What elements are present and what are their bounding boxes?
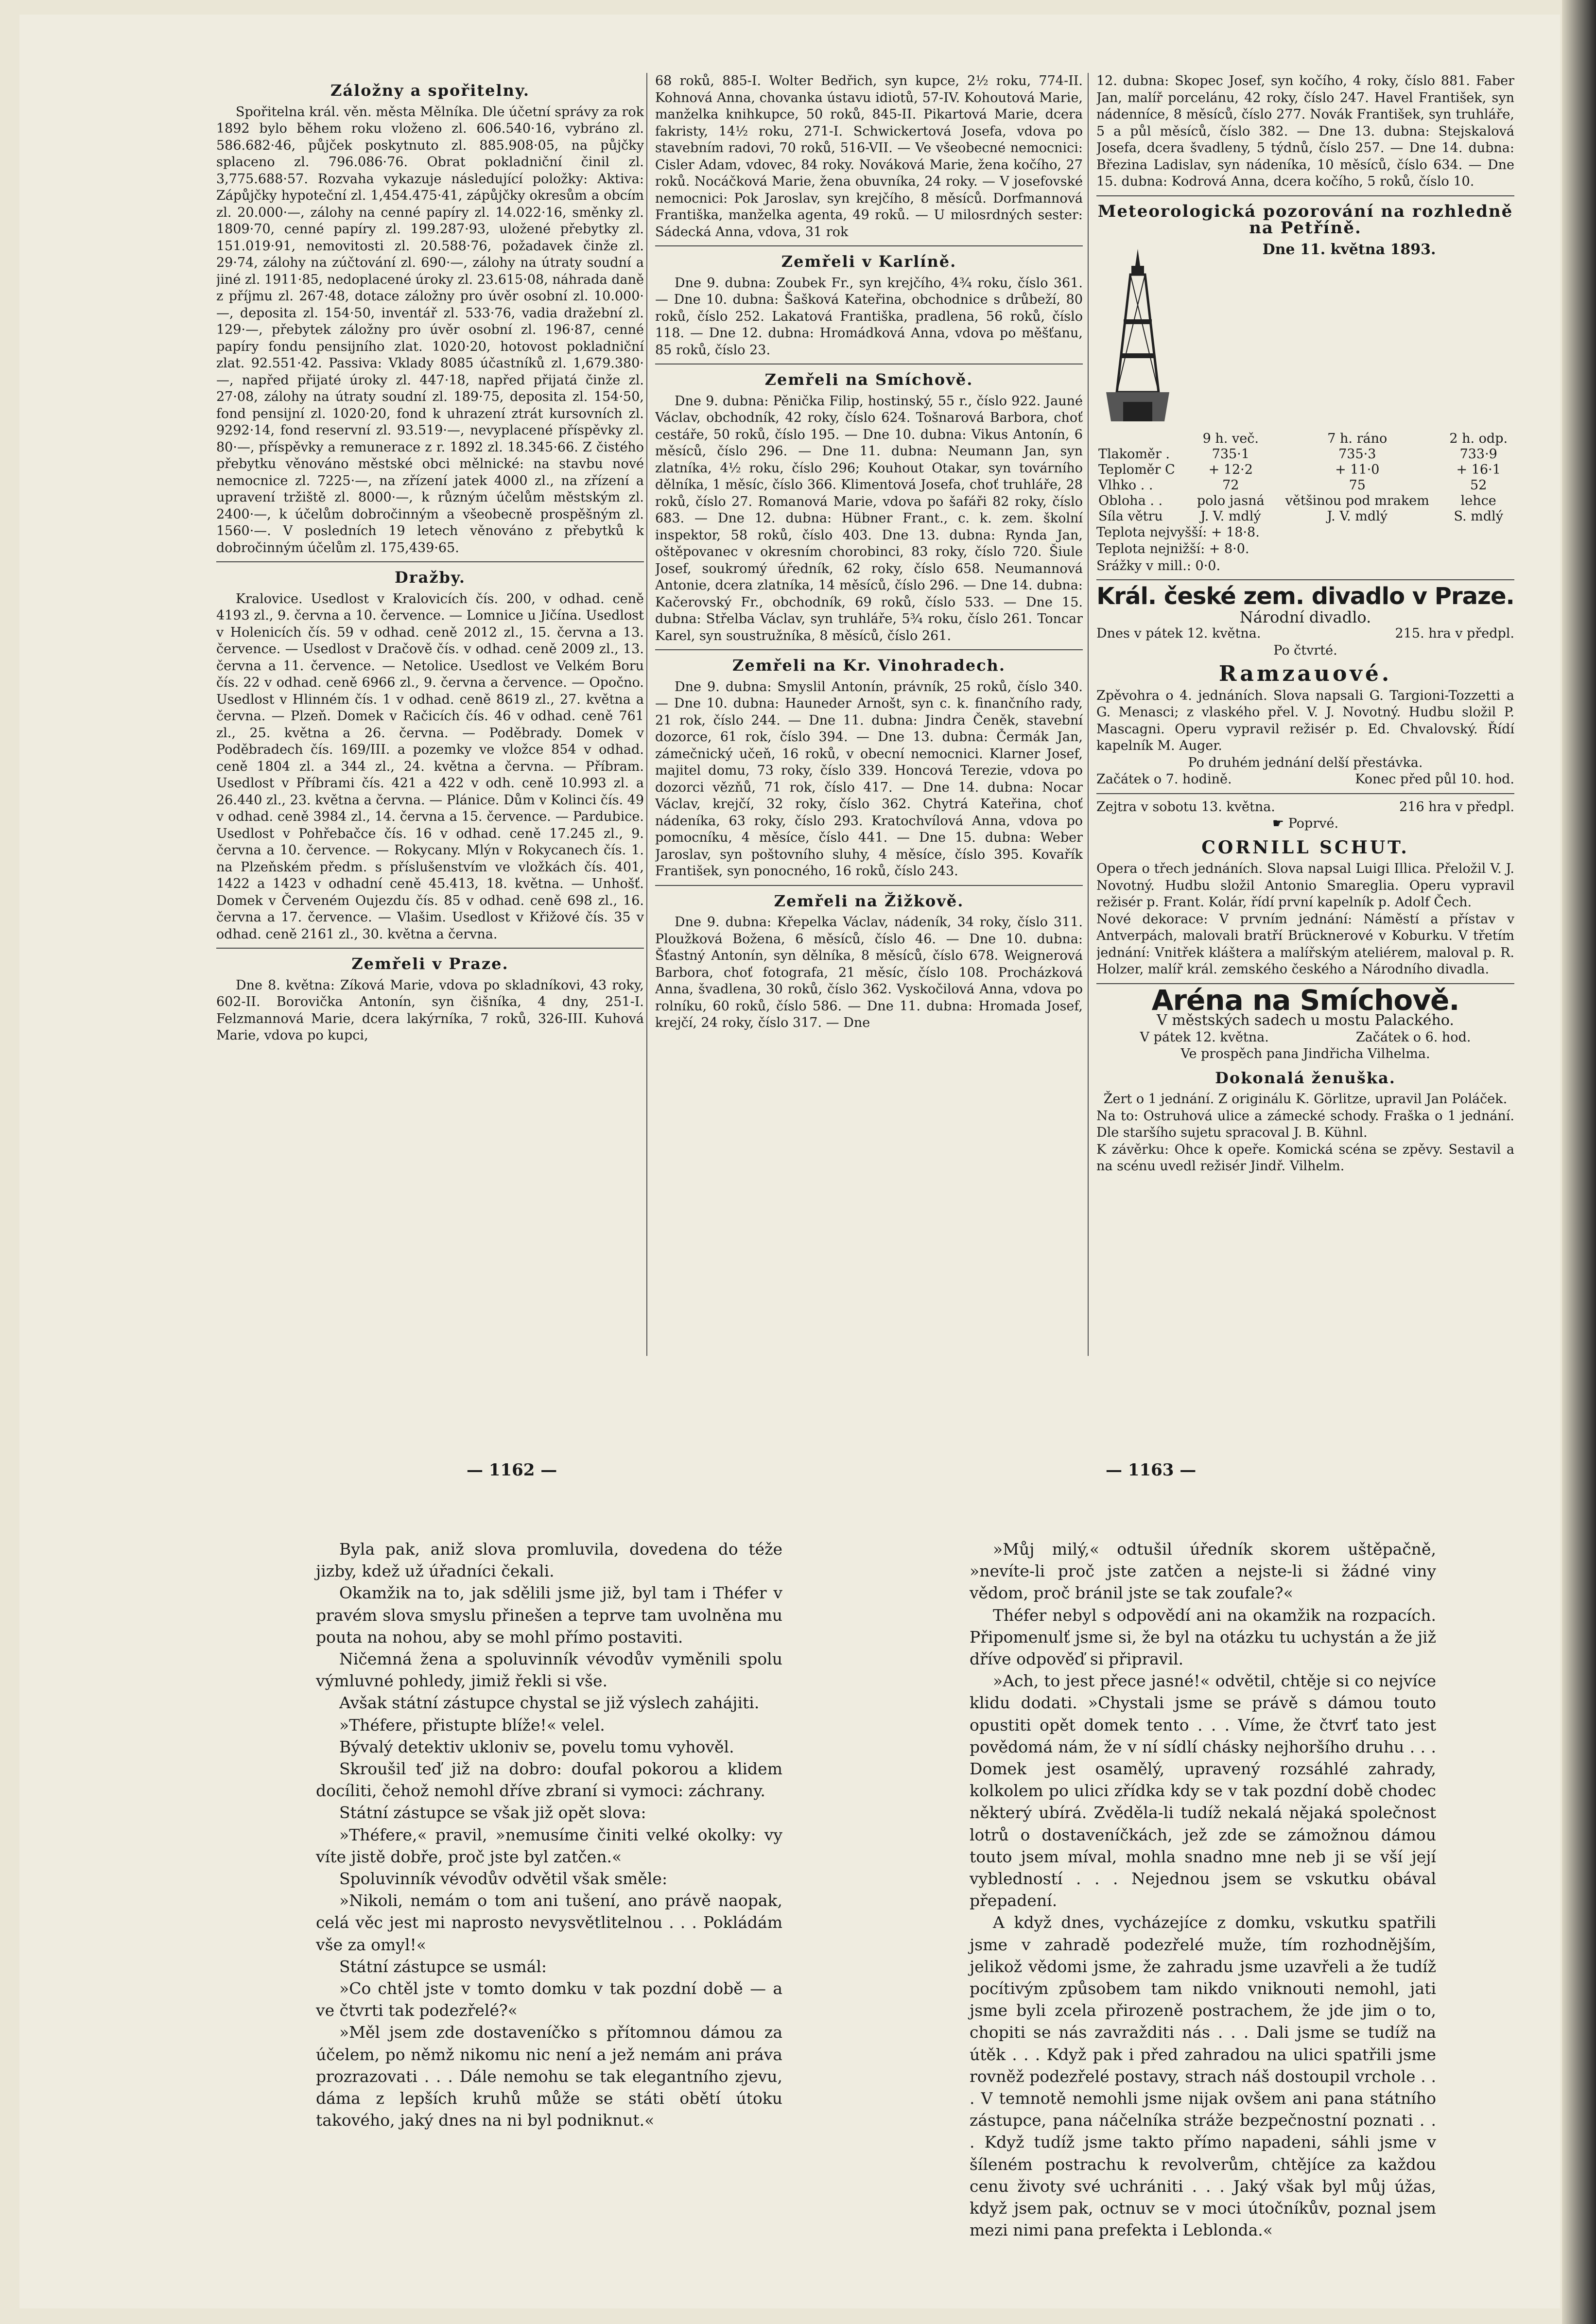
died-zizkov-text: Dne 9. dubna: Křepelka Václav, nádeník, 34 roky, číslo 311. Ploužková Božena, 6 měsíců, číslo 46. — Dne 10. dubna: Šťastný Antonín, syn dělníka, 8 měsíců, číslo 678. Weignerová Barbora, choť fotografa, 21 měsíc, číslo 108. Procházková Anna, švadlena, 30 roků, číslo 362. Vyskočilová Anna, vdova po rolníku, 60 roků, číslo 586. — Dne 11. dubna: Hromada Josef, krejčí, 24 roky, číslo 317. — Dne [655,915,1083,1030]
meteo-row-label: Vlhko . . [1098,477,1153,493]
show1-number: 215. hra v předpl. [1395,626,1514,641]
meteo-header: 7 h. ráno [1327,431,1388,446]
meteo-value: 52 [1470,477,1487,493]
meteo-block [1096,242,1514,575]
died-karlin-text: Dne 9. dubna: Zoubek Fr., syn krejčího, 4¾ roku, číslo 361. — Dne 10. dubna: Šašková Kateřina, obchodnice s drůbeží, 80 roků, číslo 252. Lakatová Františka, pradlena, 56 roků, číslo 118. — Dne 12. dubna: Hromádková Anna, vdova po měšťanu, 85 roků, číslo 23. [655,275,1083,358]
show2-title: CORNILL SCHUT. [1201,837,1409,858]
died-prague-text: Dne 8. května: Zíková Marie, vdova po skladníkovi, 43 roky, 602-II. Borovička Antonín, syn čišníka, 4 dny, 251-I. Felzmannová Marie, dcera lakýrníka, 7 roků, 326-III. Kuhová Marie, vdova po kupci, [216,977,644,1043]
meteo-row [1096,462,1514,478]
section-divider [216,948,644,949]
arena-date: V pátek 12. května. [1140,1029,1269,1045]
arena-play-title: Dokonalá ženuška. [1215,1068,1396,1087]
show1-description: Zpěvohra o 4. jednáních. Slova napsali G. Targioni-Tozzetti a G. Menasci; z vlaského přel. V. J. Novotný. Hudbu složil P. Mascagni. Operu vypravil režisér p. Ed. Chvalovský. Řídí kapelník M. Auger. [1096,688,1514,753]
meteo-max: Teplota nejvyšší: + 18·8. [1096,524,1260,540]
story-paragraph: »Ach, to jest přece jasné!« odvětil, chtěje si co nejvíce klidu dodati. »Chystali jsme se právě s dámou touto opustiti opět domek tento . . . Víme, že čtvrť tato jest povědomá nám, že v ní sídlí chásky nejhoršího druhu . . . Domek jest osamělý, upravený rozsáhlé zahrady, kolkolem po ulici zřídka kdy se v tak pozdní době chodec některý ubírá. Zvěděla-li tudíž nekalá nějaká společnost lotrů o dostaveníčkách, jež zde se zámožnou dámou touto jsem míval, mohla snadno mne neb ji se vší její vybledností . . . Nejednou jsem se vskutku obával přepadení. [970,1671,1436,1910]
show2-premiere [1096,815,1514,832]
column-1 [216,75,644,1044]
meteo-value: + 16·1 [1456,462,1501,477]
section-divider [1096,195,1514,196]
page-edge-shadow [1562,0,1596,2324]
story-paragraph: »Théfere, přistupte blíže!« velel. [339,1715,605,1734]
section-title-auctions: Dražby. [395,568,466,587]
show1-times [1096,771,1514,788]
section-title-died-zizkov: Zemřeli na Žižkově. [774,891,964,910]
meteo-header: 9 h. več. [1202,431,1259,446]
newspaper-page [19,15,1560,2308]
story-paragraph: Skroušil teď již na dobro: doufal pokorou a klidem docíliti, čehož nemohl dříve zbraní si vymoci: záchrany. [316,1759,782,1801]
meteo-value: + 11·0 [1335,462,1380,477]
column-3 [1096,73,1514,1175]
arena-title: Aréna na Smíchově. [1151,983,1459,1017]
died-prague-continued: 68 roků, 885-I. Wolter Bedřich, syn kupce, 2½ roku, 774-II. Kohnová Anna, chovanka ústavu idiotů, 57-IV. Kohoutová Marie, manželka knihkupce, 50 roků, 845-II. Pikartová Marie, dcera fakristy, 14½ roku, 271-I. Schwickertová Josefa, vdova po stavebním radovi, 70 roků, 516-VII. — Ve všeobecné nemocnici: Cisler Adam, vdovec, 84 roky. Nováková Marie, žena kočího, 27 roků. Nocáčková Marie, žena obuvníka, 24 roky. — V josefovské nemocnici: Pok Jaroslav, syn krejčího, 8 měsíců. Dorfmannová Františka, manželka agenta, 49 roků. — U milosrdných sester: Sádecká Anna, vdova, 31 rok [655,73,1083,240]
arena-desc-1: Žert o 1 jednání. Z originálu K. Görlitze, upravil Jan Poláček. [1103,1092,1508,1107]
column-separator [646,73,647,1356]
meteo-header: 2 h. odp. [1449,431,1508,446]
show1-header [1096,625,1514,642]
section-divider [655,245,1083,246]
show1-intermission: Po druhém jednání delší přestávka. [1188,755,1423,770]
section-divider [216,561,644,562]
story-paragraph: »Můj milý,« odtušil úředník skorem uštěpačně, »nevíte-li proč jste zatčen a nejste-li si žádné viny vědom, proč bránil jste se tak zoufale?« [970,1540,1436,1603]
pointing-hand-icon: ☛ [1272,816,1288,831]
meteo-value: S. mdlý [1454,508,1503,524]
story-paragraph: Byla pak, aniž slova promluvila, dovedena do téže jizby, kdež už úřadníci čekali. [316,1540,782,1581]
meteo-value: většinou pod mrakem [1285,493,1429,508]
auctions-text: Kralovice. Usedlost v Kralovicích čís. 200, v odhad. ceně 4193 zl., 9. června a 10. července. — Lomnice u Jičína. Usedlost v Holenicích čís. 59 v odhad. ceně 2012 zl., 15. června a 13. července. — Usedlost v Dračově čís. v odhad. ceně 2009 zl., 13. června a 11. července. — Netolice. Usedlost ve Velkém Boru čís. 22 v odhad. ceně 6966 zl., 9. června a července. — Opočno. Usedlost v Hlinném čís. 1 v odhad. ceně 8619 zl., 27. května a června. — Plzeň. Domek v Račicích čís. 46 v odhad. ceně 761 zl., 25. května a 26. června. — Poděbrady. Domek v Poděbradech čís. 169/III. a pozemky ve vložce 854 v odhad. ceně 1804 zl. a 344 zl., 24. května a června. — Příbram. Usedlost v Příbrami čís. 421 a 422 v odh. ceně 10.993 zl. a 26.440 zl., 23. května a června. — Plánice. Dům v Kolinci čís. 49 v odhad. ceně 3984 zl., 14. června a 15. července. — Pardubice. Usedlost v Pohřebačce čís. 16 v odhad. ceně 17.245 zl., 9. června a 10. července. — Rokycany. Mlýn v Rokycanech čís. 1. na Plzeňském předm. s příslušenstvím ve vložkách čís. 401, 1422 a 1423 v odhadní ceně 45.413, 18. května. — Unhošť. Domek v Červeném Oujezdu čís. 85 v odhad. ceně 698 zl., 16. června a 17. července. — Vlašim. Usedlost v Křižové čís. 35 v odhad. ceně 2161 zl., 30. května a června. [216,591,644,942]
meteo-value: J. V. mdlý [1200,508,1261,524]
story-paragraph: Státní zástupce se usmál: [339,1957,547,1976]
story-paragraph: Státní zástupce se však již opět slova: [339,1803,646,1822]
show2-decorations: Nové dekorace: V prvním jednání: Náměstí a přístav v Antverpách, malovali bratří Brücknerové v Koburku. V třetím jednání: Vnitřek kláštera a malířským ateliérem, maloval p. R. Holzer, malíř král. zemského českého a Národního divadla. [1096,911,1514,977]
meteo-row [1096,478,1514,493]
meteo-date: Dne 11. května 1893. [1262,241,1436,258]
theatre-title: Král. české zem. divadlo v Praze. [1096,583,1514,610]
arena-header [1096,1029,1514,1046]
show2-description: Opera o třech jednáních. Slova napsal Luigi Illica. Přeložil V. J. Novotný. Hudbu složil Antonio Smareglia. Operu vypravil režisér p. Frant. Kolár, řídí první kapelník p. Adolf Čech. [1096,861,1514,910]
show1-title: Ramzauové. [1218,661,1392,686]
meteo-title: Meteorologická pozorování na rozhledně na Petříně. [1097,201,1513,238]
section-divider [1096,579,1514,580]
arena-desc-end: K závěrku: Ohce k opeře. Komická scéna se zpěvy. Sestavil a na scénu uvedl režisér Jindř. Vilhelm. [1096,1142,1514,1174]
died-vinohrady-text: Dne 9. dubna: Smyslil Antonín, právník, 25 roků, číslo 340. — Dne 10. dubna: Hauneder Arnošt, syn c. k. finančního rady, 21 rok, číslo 244. — Dne 11. dubna: Jindra Čeněk, stavební dozorce, 61 rok, číslo 394. — Dne 13. dubna: Čermák Jan, zámečnický učeň, 16 roků, v obecní nemocnici. Klarner Josef, majitel domu, 73 roky, číslo 339. Honcová Terezie, vdova po dozorci vězňů, 71 rok, číslo 417. — Dne 14. dubna: Nocar Václav, krejčí, 32 roky, číslo 362. Chytrá Kateřina, choť nádeníka, 63 roky, číslo 293. Kratochvílová Anna, vdova po pomocníku, 4 měsíce, číslo 441. — Dne 15. dubna: Weber Jaroslav, syn poštovního sluhy, 4 měsíce, číslo 395. Kovařík František, syn ponocného, 16 roků, číslo 243. [655,679,1083,879]
meteo-row-label: Tlakoměr . [1098,446,1170,462]
show2-header [1096,799,1514,816]
story-paragraph: »Théfere,« pravil, »nemusíme činiti velké okolky: vy víte jistě dobře, proč jste byl zatčen.« [316,1825,782,1866]
died-smichov-text: Dne 9. dubna: Pěnička Filip, hostinský, 55 r., číslo 922. Jauné Václav, obchodník, 42 roky, číslo 624. Tošnarová Barbora, choť cestáře, 50 roků, číslo 195. — Dne 10. dubna: Vikus Antonín, 6 měsíců, číslo 296. — Dne 11. dubna: Neumann Jan, syn zlatníka, 4½ roku, číslo 296; Kouhout Otakar, syn továrního dělníka, 1 měsíc, číslo 366. Klimentová Josefa, choť truhláře, 28 roků, číslo 27. Romanová Marie, vdova po šafáři 82 roky, číslo 683. — Dne 12. dubna: Hübner Frant., c. k. zem. školní inspektor, 58 roků, číslo 403. Dne 13. dubna: Rynda Jan, oštěpovanec v okresním chorobinci, 83 roky, číslo 720. Šiule Josef, soukromý úředník, 62 roky, číslo 658. Neumannová Antonie, dcera zlatníka, 14 měsíců, číslo 296. — Dne 14. dubna: Kačerovský Fr., obchodník, 69 roků, číslo 533. — Dne 15. dubna: Střelba Václav, syn truhláře, 5¾ roku, číslo 261. Toncar Karel, syn soustružníka, 8 měsíců, číslo 261. [655,393,1083,643]
meteo-row [1096,509,1514,524]
meteo-rain: Srážky v mill.: 0·0. [1096,558,1221,573]
story-paragraph: Ničemná žena a spoluvinník vévodův vyměnili spolu výmluvné pohledy, jimiž řekli si vše. [316,1649,782,1691]
story-paragraph: Avšak státní zástupce chystal se již výslech zahájiti. [339,1693,760,1713]
section-title-savings: Záložny a spořitelny. [330,81,530,100]
show2-first: Poprvé. [1288,816,1339,831]
story-paragraph: Théfer nebyl s odpovědí ani na okamžik na rozpacích. Připomenulť jsme si, že byl na otázku tu uchystán a že již dříve odpověď si připravil. [970,1605,1436,1669]
meteo-row-label: Teploměr C [1098,462,1175,477]
died-zizkov-continued: 12. dubna: Skopec Josef, syn kočího, 4 roky, číslo 881. Faber Jan, malíř porcelánu, 42 roky, číslo 247. Havel František, syn nádenníce, 8 měsíců, číslo 277. Novák František, syn truhláře, 5 a půl měsíců, číslo 382. — Dne 13. dubna: Stejskalová Josefa, dcera švadleny, 5 týdnů, číslo 257. — Dne 14. dubna: Březina Ladislav, syn nádeníka, 10 měsíců, číslo 634. — Dne 15. dubna: Kodrová Anna, dcera kočího, 5 roků, číslo 10. [1096,73,1514,189]
story-paragraph: »Co chtěl jste v tomto domku v tak pozdní době — a ve čtvrti tak podezřelé?« [316,1979,782,2020]
story-paragraph: Spoluvinník vévodův odvětil však směle: [339,1869,668,1889]
section-title-died-karlin: Zemřeli v Karlíně. [781,252,957,271]
section-divider [1096,793,1514,794]
story-paragraph: »Nikoli, nemám o tom ani tušení, ano právě naopak, celá věc jest mi naprosto nevysvětlitelnou . . . Pokládám vše za omyl!« [316,1891,782,1954]
meteo-value: polo jasná [1197,493,1265,508]
column-2 [655,73,1083,1032]
meteo-row-label: Síla větru [1098,508,1163,524]
meteo-value: 733·9 [1459,446,1497,462]
page-number-left: — 1162 — [467,1460,557,1480]
theatre-subtitle: Národní divadlo. [1239,607,1371,626]
show1-date: Dnes v pátek 12. května. [1096,626,1261,641]
page-number-right: — 1163 — [1106,1460,1197,1480]
arena-benefit: Ve prospěch pana Jindřicha Vilhelma. [1180,1046,1430,1061]
meteo-value: 75 [1349,477,1366,493]
show2-number: 216 hra v předpl. [1399,799,1514,815]
section-title-died-vinohrady: Zemřeli na Kr. Vinohradech. [732,656,1006,675]
section-title-died-prague: Zemřeli v Praze. [351,954,509,973]
meteo-value: J. V. mdlý [1327,508,1388,524]
meteo-header-blank [1096,431,1190,447]
story-paragraph: »Měl jsem zde dostaveníčko s přítomnou dámou za účelem, po němž nikomu nic není a jež nemám ani práva prozrazovati . . . Dále nemohu se tak elegantního zjevu, dáma z lepších kruhů může se státi obětí útoku takového, jaký dnes na ni byl podniknut.« [316,2023,782,2130]
arena-start: Začátek o 6. hod. [1355,1029,1471,1045]
story-paragraph: Okamžik na to, jak sdělili jsme již, byl tam i Théfer v pravém slova smyslu přinešen a teprve tam uvolněna mu pouta na nohou, aby se mohl přímo postaviti. [316,1583,782,1647]
meteo-row [1096,493,1514,509]
section-divider [655,649,1083,650]
arena-subtitle: V městských sadech u mostu Palackého. [1157,1012,1454,1029]
meteo-row-label: Oblohа . . [1098,493,1163,508]
show1-quarter: Po čtvrté. [1273,642,1337,658]
section-divider [655,885,1083,886]
story-paragraph: A když dnes, vycházejíce z domku, vskutku spatřili jsme v zahradě podezřelé muže, tím rozhodnějším, jelikož vědomi jsme, že zahradu jsme uzavřeli a že tudíž pocítivým způsobem tam nikdo vniknouti nemohl, jati jsme byli zcela přirozeně postrachem, že jde jim o to, chopiti se nás zavražditi nás . . . Dali jsme se tudíž na útěk . . . Když pak i před zahradou na ulici spatřili jsme rovněž podezřelé postavy, strach náš dostoupil vrchole . . . V temnotě nemohli jsme nijak ovšem ani pana státního zástupce, pana náčelníka stráže bezpečnostní poznati . . . Když tudíž jsme takto přímo napadeni, sáhli jsme v šíleném postrachu k revolverům, chtějíce za každou cenu životy své uchrániti . . . Jaký však byl můj úžas, když jsem pak, octnuv se v moci útočníkův, poznal jsem mezi nimi pana prefekta i Leblonda.« [970,1913,1436,2240]
story-left-column [316,1538,782,2131]
meteo-value: 735·1 [1212,446,1249,462]
meteo-value: 72 [1222,477,1239,493]
story-right-column [970,1538,1436,2241]
meteo-value: + 12·2 [1208,462,1253,477]
meteo-row [1096,447,1514,462]
petrin-tower-icon [1101,246,1174,426]
section-title-died-smichov: Zemřeli na Smíchově. [764,370,973,389]
meteo-min: Teplota nejnižší: + 8·0. [1096,541,1249,556]
show1-start: Začátek o 7. hodině. [1096,772,1232,787]
show2-date: Zejtra v sobotu 13. května. [1096,799,1275,815]
meteo-value: 735·3 [1338,446,1376,462]
meteo-table [1096,431,1514,524]
meteo-value: lehce [1460,493,1496,508]
show1-end: Konec před půl 10. hod. [1355,772,1514,787]
story-paragraph: Bývalý detektiv ukloniv se, povelu tomu vyhověl. [339,1737,734,1756]
arena-desc-2: Na to: Ostruhová ulice a zámecké schody. Fraška o 1 jednání. Dle staršího sujetu spracoval J. B. Kühnl. [1096,1108,1514,1140]
column-separator [1088,73,1089,1356]
savings-report-text: Spořitelna král. věn. města Mělníka. Dle účetní správy za rok 1892 bylo během roku vloženo zl. 606.540·16, vybráno zl. 586.682·46, půjček poskytnuto zl. 885.908·05, na půjčky splaceno zl. 796.086·76. Obrat pokladniční činil zl. 3,775.688·57. Rozvaha vykazuje následující položky: Aktiva: Zápůjčky hypoteční zl. 1,454.475·41, zápůjčky okresům a obcím zl. 20.000·—, zálohy na cenné papíry zl. 14.022·16, směnky zl. 1809·70, cenné papíry zl. 199.287·93, uložené přebytky zl. 151.019·91, nemovitosti zl. 20.588·76, požadavek činže zl. 29·74, zálohy na zúčtování zl. 690·—, zálohy na útraty soudní a jiné zl. 1911·85, nedoplacené úroky zl. 23.615·08, náhrada daně z příjmu zl. 267·48, dotace záložny pro úvěr osobní zl. 10.000·—, deposita zl. 154·50, inventář zl. 533·76, vadia dražební zl. 129·—, přebytek záložny pro úvěr osobní zl. 196·87, cenné papíry fondu pensijního zlat. 1020·20, hotovost pokladniční zlat. 92.551·42. Passiva: Vklady 8085 účastníků zl. 1,679.380·—, napřed přijaté úroky zl. 447·18, napřed přijatá činže zl. 27·08, zálohy na útraty soudní zl. 189·75, deposita zl. 154·50, fond pensijní zl. 1020·20, fond k uhrazení ztrát kursovních zl. 9292·14, fond reservní zl. 93.519·—, nevyplacené příspěvky zl. 80·—, příspěvky a remunerace z r. 1892 zl. 18.345·66. Z čistého přebytku věnováno městské obci mělnické: na stavbu nové nemocnice zl. 7225·—, na zřízení jatek 4000 zl., na zřízení a upravení tržiště zl. 8000·—, k různým účelům městským zl. 2400·—, k účelům dobročinným a všeobecně prospěšným zl. 1560·—. V posledních 19 letech věnováno z přebytků k dobročinným účelům zl. 175,439·65. [216,104,644,555]
